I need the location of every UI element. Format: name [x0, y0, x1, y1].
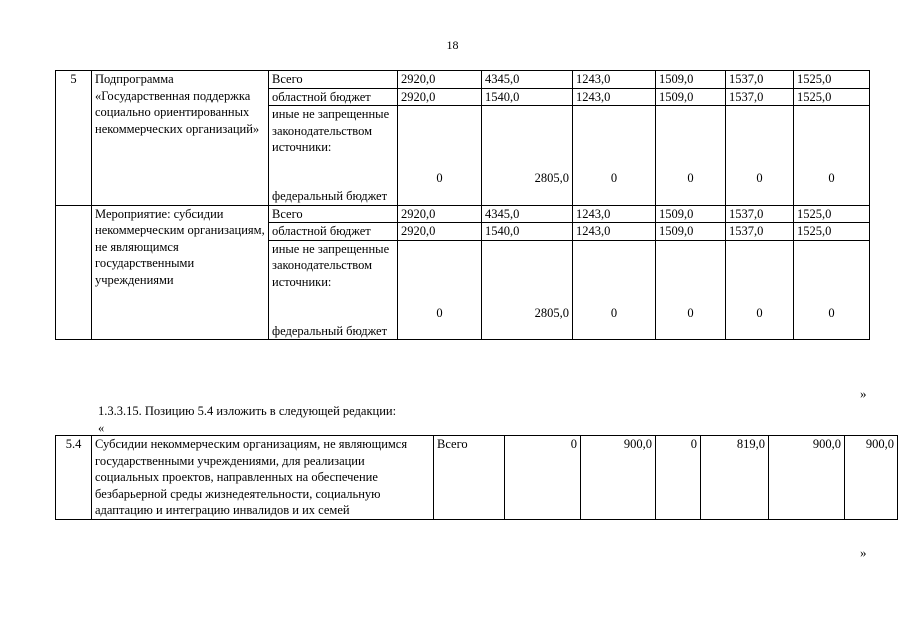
value-cell: 1243,0 [573, 88, 656, 106]
value-cell: 1537,0 [726, 205, 794, 223]
value-cell: 2920,0 [398, 71, 482, 89]
closing-quote: » [860, 386, 867, 401]
value-cell: 2920,0 [398, 223, 482, 241]
value-cell: 0 [398, 240, 482, 340]
page-number: 18 [446, 38, 459, 52]
value-cell: 4345,0 [482, 71, 573, 89]
value-cell: 1537,0 [726, 223, 794, 241]
value-cell: 1509,0 [656, 205, 726, 223]
value-cell: 0 [398, 106, 482, 206]
value-cell: 2805,0 [482, 240, 573, 340]
value-cell: 0 [726, 106, 794, 206]
value-cell: 1509,0 [656, 71, 726, 89]
value-cell: 2920,0 [398, 205, 482, 223]
value-cell: 1243,0 [573, 205, 656, 223]
value-cell: 1509,0 [656, 88, 726, 106]
value-cell: 0 [794, 106, 870, 206]
value-cell: 1537,0 [726, 71, 794, 89]
value-cell: 0 [794, 240, 870, 340]
value-cell: 1525,0 [794, 223, 870, 241]
value-cell: 4345,0 [482, 205, 573, 223]
row-number: 5.4 [56, 436, 92, 520]
source-label: Всего [434, 436, 505, 520]
closing-quote: » [860, 545, 867, 560]
subprogram-name: Подпрограмма «Государственная поддержка социально ориентированных некоммерческих организаций» [92, 71, 269, 206]
value-cell: 1537,0 [726, 88, 794, 106]
other-sources-label: иные не запрещенные законодательством источники: [269, 106, 398, 189]
federal-budget-label: федеральный бюджет [269, 323, 398, 340]
instruction-text: 1.3.3.15. Позицию 5.4 изложить в следующей редакции: [98, 404, 397, 418]
value-cell: 1525,0 [794, 88, 870, 106]
value-cell: 1525,0 [794, 205, 870, 223]
value-cell: 0 [573, 240, 656, 340]
value-cell: 2920,0 [398, 88, 482, 106]
other-sources-label: иные не запрещенные законодательством источники: [269, 240, 398, 323]
value-cell: 1243,0 [573, 223, 656, 241]
source-label: Всего [269, 71, 398, 89]
value-cell: 2805,0 [482, 106, 573, 206]
row-number [56, 205, 92, 340]
opening-quote: « [98, 421, 105, 435]
source-label: областной бюджет [269, 88, 398, 106]
value-cell: 819,0 [701, 436, 769, 520]
value-cell: 0 [656, 106, 726, 206]
value-cell: 900,0 [581, 436, 656, 520]
value-cell: 1525,0 [794, 71, 870, 89]
source-label: областной бюджет [269, 223, 398, 241]
value-cell: 0 [656, 240, 726, 340]
program-funding-table [55, 70, 870, 340]
value-cell: 0 [726, 240, 794, 340]
source-label: Всего [269, 205, 398, 223]
value-cell: 900,0 [845, 436, 898, 520]
value-cell: 0 [573, 106, 656, 206]
value-cell: 0 [505, 436, 581, 520]
value-cell: 0 [656, 436, 701, 520]
value-cell: 1540,0 [482, 88, 573, 106]
value-cell: 900,0 [769, 436, 845, 520]
value-cell: 1509,0 [656, 223, 726, 241]
value-cell: 1540,0 [482, 223, 573, 241]
federal-budget-label: федеральный бюджет [269, 188, 398, 205]
activity-name: Субсидии некоммерческим организациям, не являющимся государственными учреждениями, для реализации социальных проектов, направленных на обеспечение безбарьерной среды жизнедеятельности, социальную адаптацию и интеграцию инвалидов и их семей [92, 436, 434, 520]
row-number: 5 [56, 71, 92, 206]
activity-name: Мероприятие: субсидии некоммерческим организациям, не являющимся государственными учреждениями [92, 205, 269, 340]
value-cell: 1243,0 [573, 71, 656, 89]
position-5-4-table [55, 435, 898, 520]
